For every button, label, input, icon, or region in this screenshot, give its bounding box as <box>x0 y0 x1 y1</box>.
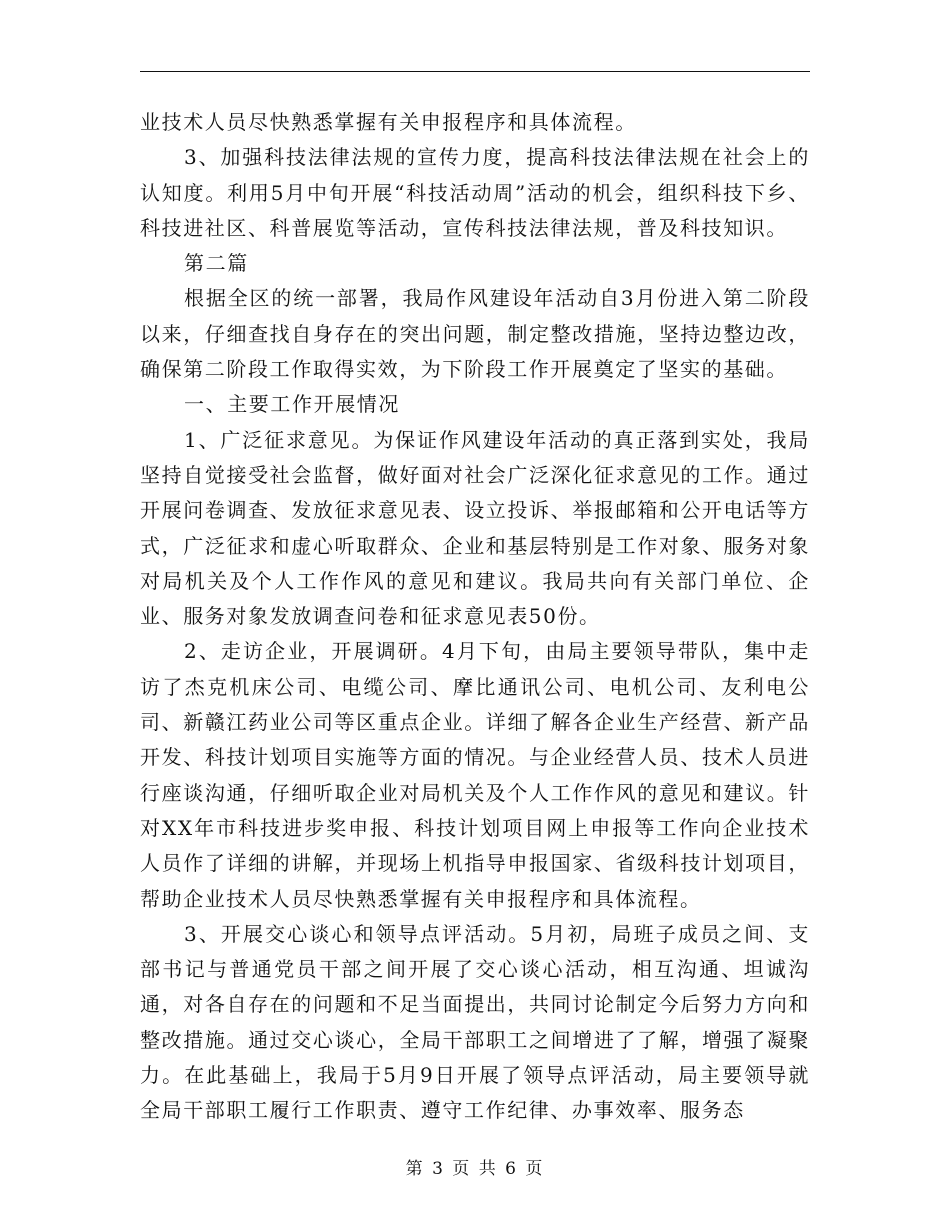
paragraph: 业技术人员尽快熟悉掌握有关申报程序和具体流程。 <box>140 110 637 134</box>
section-heading: 一、主要工作开展情况 <box>184 392 400 417</box>
paragraph: 根据全区的统一部署，我局作风建设年活动自3月份进入第二阶段以来，仔细查找自身存在的突出问题，制定整改措施，坚持边整边改，确保第二阶段工作取得实效，为下阶段工作开展奠定了坚实的基础。 <box>140 286 810 382</box>
header-rule <box>140 71 810 72</box>
paragraph: 2、走访企业，开展调研。4月下旬，由局主要领导带队，集中走访了杰克机床公司、电缆公司、摩比通讯公司、电机公司、友利电公司、新赣江药业公司等区重点企业。详细了解各企业生产经营、新产品开发、科技计划项目实施等方面的情况。与企业经营人员、技术人员进行座谈沟通，仔细听取企业对局机关及个人工作作风的意见和建议。针对XX年市科技进步奖申报、科技计划项目网上申报等工作向企业技术人员作了详细的讲解，并现场上机指导申报国家、省级科技计划项目，帮助企业技术人员尽快熟悉掌握有关申报程序和具体流程。 <box>140 639 810 911</box>
page-footer: 第 3 页 共 6 页 <box>405 1159 545 1179</box>
section-heading: 第二篇 <box>184 251 249 276</box>
document-body <box>140 105 810 1129</box>
paragraph: 1、广泛征求意见。为保证作风建设年活动的真正落到实处，我局坚持自觉接受社会监督，做好面对社会广泛深化征求意见的工作。通过开展问卷调查、发放征求意见表、设立投诉、举报邮箱和公开电话等方式，广泛征求和虚心听取群众、企业和基层特别是工作对象、服务对象对局机关及个人工作作风的意见和建议。我局共向有关部门单位、企业、服务对象发放调查问卷和征求意见表50份。 <box>140 427 810 629</box>
paragraph: 3、开展交心谈心和领导点评活动。5月初，局班子成员之间、支部书记与普通党员干部之间开展了交心谈心活动，相互沟通、坦诚沟通，对各自存在的问题和不足当面提出，共同讨论制定今后努力方向和整改措施。通过交心谈心，全局干部职工之间增进了了解，增强了凝聚力。在此基础上，我局于5月9日开展了领导点评活动，局主要领导就全局干部职工履行工作职责、遵守工作纪律、办事效率、服务态 <box>140 921 810 1123</box>
paragraph: 3、加强科技法律法规的宣传力度，提高科技法律法规在社会上的认知度。利用5月中旬开展“科技活动周”活动的机会，组织科技下乡、科技进社区、科普展览等活动，宣传科技法律法规，普及科技知识。 <box>140 145 810 240</box>
